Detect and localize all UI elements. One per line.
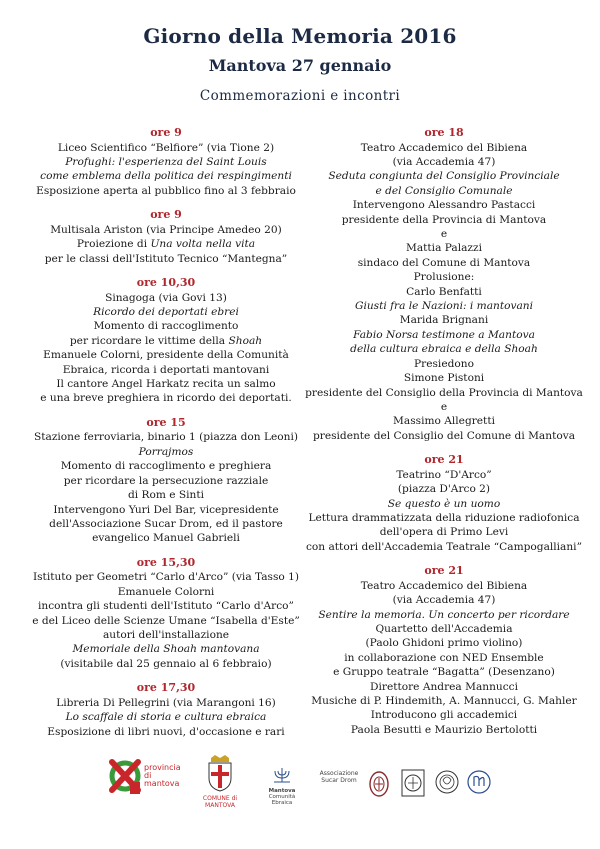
comunita-logo-line2: Comunità Ebraica: [268, 794, 296, 806]
left-event-3: [18, 416, 314, 546]
event-line: incontra gli studenti dell'Istituto “Carlo d'Arco”: [38, 600, 294, 613]
event-italic-line: Ricordo dei deportati ebrei: [93, 306, 239, 319]
event-italic-line: Lo scaffale di storia e cultura ebraica: [65, 711, 267, 724]
event-italic-line: e del Consiglio Comunale: [375, 184, 513, 197]
comune-logo-line1: COMUNE: [202, 795, 230, 802]
event-line: Momento di raccoglimento e preghiera: [60, 460, 272, 473]
event-line: Prolusione:: [413, 271, 475, 284]
event-line: Sinagoga (via Govi 13): [105, 291, 227, 304]
comune-crest-icon: [205, 754, 235, 792]
event-line: e del Liceo delle Scienze Umane “Isabella d'Este”: [32, 614, 300, 627]
event-line: Proiezione di Una volta nella vita: [76, 238, 256, 251]
provincia-logo-line2: di mantova: [144, 771, 180, 788]
event-line: Liceo Scientifico “Belfiore” (via Tione 2): [57, 141, 275, 154]
left-event-0: [18, 126, 314, 198]
right-event-0: [300, 126, 588, 443]
event-line: Intervengono Yuri Del Bar, vicepresidente: [53, 503, 279, 516]
event-line: Libreria Di Pellegrini (via Marangoni 16): [56, 696, 276, 709]
academy-seal-icon: [400, 768, 426, 798]
event-line: Paola Besutti e Maurizio Bertolotti: [350, 723, 538, 736]
menorah-icon: [267, 766, 297, 784]
event-line: con attori dell'Accademia Teatrale “Campogalliani”: [305, 540, 582, 553]
sponsor-logos: [100, 748, 500, 818]
right-event-1: [300, 453, 588, 554]
event-line: (via Accademia 47): [392, 156, 496, 168]
event-line: Il cantore Angel Harkatz recita un salmo: [56, 378, 276, 391]
event-time: ore 18: [424, 126, 464, 139]
event-line: e una breve preghiera in ricordo dei deportati.: [40, 392, 292, 405]
seal-logo-4: [466, 768, 492, 800]
event-line: Istituto per Geometri “Carlo d'Arco” (via Tasso 1): [32, 571, 300, 584]
event-line: presidente del Consiglio della Provincia di Mantova: [305, 386, 583, 399]
event-line: Carlo Benfatti: [406, 285, 482, 298]
event-time: ore 21: [424, 453, 464, 467]
event-line: sindaco del Comune di Mantova: [357, 256, 531, 269]
right-column: [300, 126, 588, 747]
event-line: Marida Brignani: [399, 314, 489, 327]
sucar-drom-logo: [314, 770, 364, 794]
event-line: e: [440, 228, 448, 241]
event-line: Massimo Allegretti: [393, 415, 495, 428]
provincia-logo-line1: provincia: [144, 763, 181, 772]
left-event-4: [18, 556, 314, 671]
event-italic-line: Profughi: l'esperienza del Saint Louis: [65, 156, 267, 168]
event-line: e Gruppo teatrale “Bagatta” (Desenzano): [333, 666, 555, 679]
left-event-1: [18, 208, 314, 266]
event-line: (Paolo Ghidoni primo violino): [365, 637, 523, 650]
event-time: ore 9: [150, 126, 182, 139]
event-italic-line: Sentire la memoria. Un concerto per ricordare: [318, 608, 570, 621]
event-line: Esposizione aperta al pubblico fino al 3 febbraio: [36, 184, 296, 197]
event-italic-line: Fabio Norsa testimone a Mantova: [353, 328, 535, 341]
oval-seal-icon: [368, 770, 390, 798]
event-line: e: [440, 400, 448, 413]
event-line: Lettura drammatizzata della riduzione radiofonica: [308, 511, 580, 524]
comunita-ebraica-logo: [260, 766, 304, 810]
event-line: Quartetto dell'Accademia: [375, 622, 513, 635]
event-italic-line: Porrajmos: [138, 445, 194, 458]
event-title: Giorno della Memoria 2016: [143, 24, 457, 48]
event-line: (visitabile dal 25 gennaio al 6 febbraio): [60, 657, 272, 670]
event-time: ore 17,30: [136, 681, 196, 695]
sucar-logo-line2: Sucar Drom: [321, 777, 357, 784]
event-time: ore 15,30: [136, 555, 196, 569]
event-time: ore 15: [146, 415, 186, 429]
event-italic-line: Memoriale della Shoah mantovana: [72, 643, 260, 656]
event-line: Emanuele Colorni: [117, 585, 215, 598]
seal-logo-3: [434, 768, 460, 800]
comunita-logo-line1: Mantova: [268, 788, 296, 794]
event-italic-line: della cultura ebraica e della Shoah: [350, 343, 538, 356]
event-line: Teatro Accademico del Bibiena: [360, 579, 528, 592]
event-time: ore 9: [150, 208, 182, 222]
event-line: (via Accademia 47): [392, 594, 496, 607]
event-time: ore 10,30: [136, 276, 196, 290]
comune-logo-line3: MANTOVA: [205, 801, 235, 809]
event-line: Ebraica, ricorda i deportati mantovani: [62, 363, 270, 376]
event-line: Stazione ferroviaria, binario 1 (piazza don Leoni): [34, 431, 298, 444]
event-line: autori dell'installazione: [102, 628, 230, 641]
left-event-2: [18, 276, 314, 406]
left-column: [18, 126, 314, 749]
event-italic-line: Se questo è un uomo: [387, 497, 501, 510]
provincia-emblem-icon: [108, 756, 142, 798]
event-tagline: Commemorazioni e incontri: [199, 88, 401, 104]
event-line: dell'Associazione Sucar Drom, ed il pastore: [49, 517, 283, 530]
provincia-logo: [108, 756, 181, 806]
event-line: presidente della Provincia di Mantova: [341, 213, 547, 226]
sucar-logo-line1: Associazione: [319, 770, 359, 777]
event-line: (piazza D'Arco 2): [397, 483, 491, 496]
comune-logo-line2: di: [231, 795, 238, 802]
event-line: per le classi dell'Istituto Tecnico “Mantegna”: [44, 252, 288, 265]
event-line: Musiche di P. Hindemith, A. Mannucci, G. Mahler: [311, 695, 577, 707]
event-line: presidente del Consiglio del Comune di Mantova: [312, 429, 576, 442]
event-line: per ricordare le vittime della Shoah: [69, 334, 263, 347]
comune-logo: [200, 754, 240, 814]
event-line: Introducono gli accademici: [370, 709, 518, 722]
event-line: evangelico Manuel Gabrieli: [92, 532, 240, 545]
event-line: Multisala Ariston (via Principe Amedeo 20): [50, 223, 282, 236]
left-event-5: [18, 681, 314, 739]
event-line: per ricordare la persecuzione razziale: [63, 474, 269, 487]
event-line: Teatrino “D'Arco”: [396, 468, 492, 481]
event-line: Simone Pistoni: [403, 372, 485, 385]
event-line: dell'opera di Primo Levi: [379, 526, 509, 539]
event-italic-line: come emblema della politica dei respingimenti: [40, 170, 292, 183]
round-seal-icon: [434, 768, 460, 796]
event-line: Intervengono Alessandro Pastacci: [352, 199, 536, 212]
right-event-2: [300, 564, 588, 737]
event-line: Presiedono: [414, 357, 474, 370]
event-line: Direttore Andrea Mannucci: [370, 680, 518, 693]
event-line: Momento di raccoglimento: [93, 320, 239, 333]
event-italic-fragment: Una volta nella vita: [150, 238, 256, 251]
event-subtitle: Mantova 27 gennaio: [208, 56, 392, 75]
event-line: in collaborazione con NED Ensemble: [344, 651, 544, 664]
event-italic-line: Giusti fra le Nazioni: i mantovani: [355, 300, 533, 313]
event-line: Teatro Accademico del Bibiena: [360, 141, 528, 154]
ornate-seal-icon: [466, 768, 492, 796]
event-time: ore 21: [424, 564, 464, 578]
event-italic-fragment: Shoah: [228, 334, 263, 347]
event-line: Mattia Palazzi: [406, 242, 482, 255]
seal-logo-2: [400, 768, 426, 802]
seal-logo-1: [368, 770, 390, 802]
event-line: Esposizione di libri nuovi, d'occasione e rari: [47, 725, 285, 738]
event-line: di Rom e Sinti: [127, 489, 205, 502]
event-line: Emanuele Colorni, presidente della Comunità: [43, 349, 289, 362]
event-italic-line: Seduta congiunta del Consiglio Provinciale: [328, 170, 560, 183]
